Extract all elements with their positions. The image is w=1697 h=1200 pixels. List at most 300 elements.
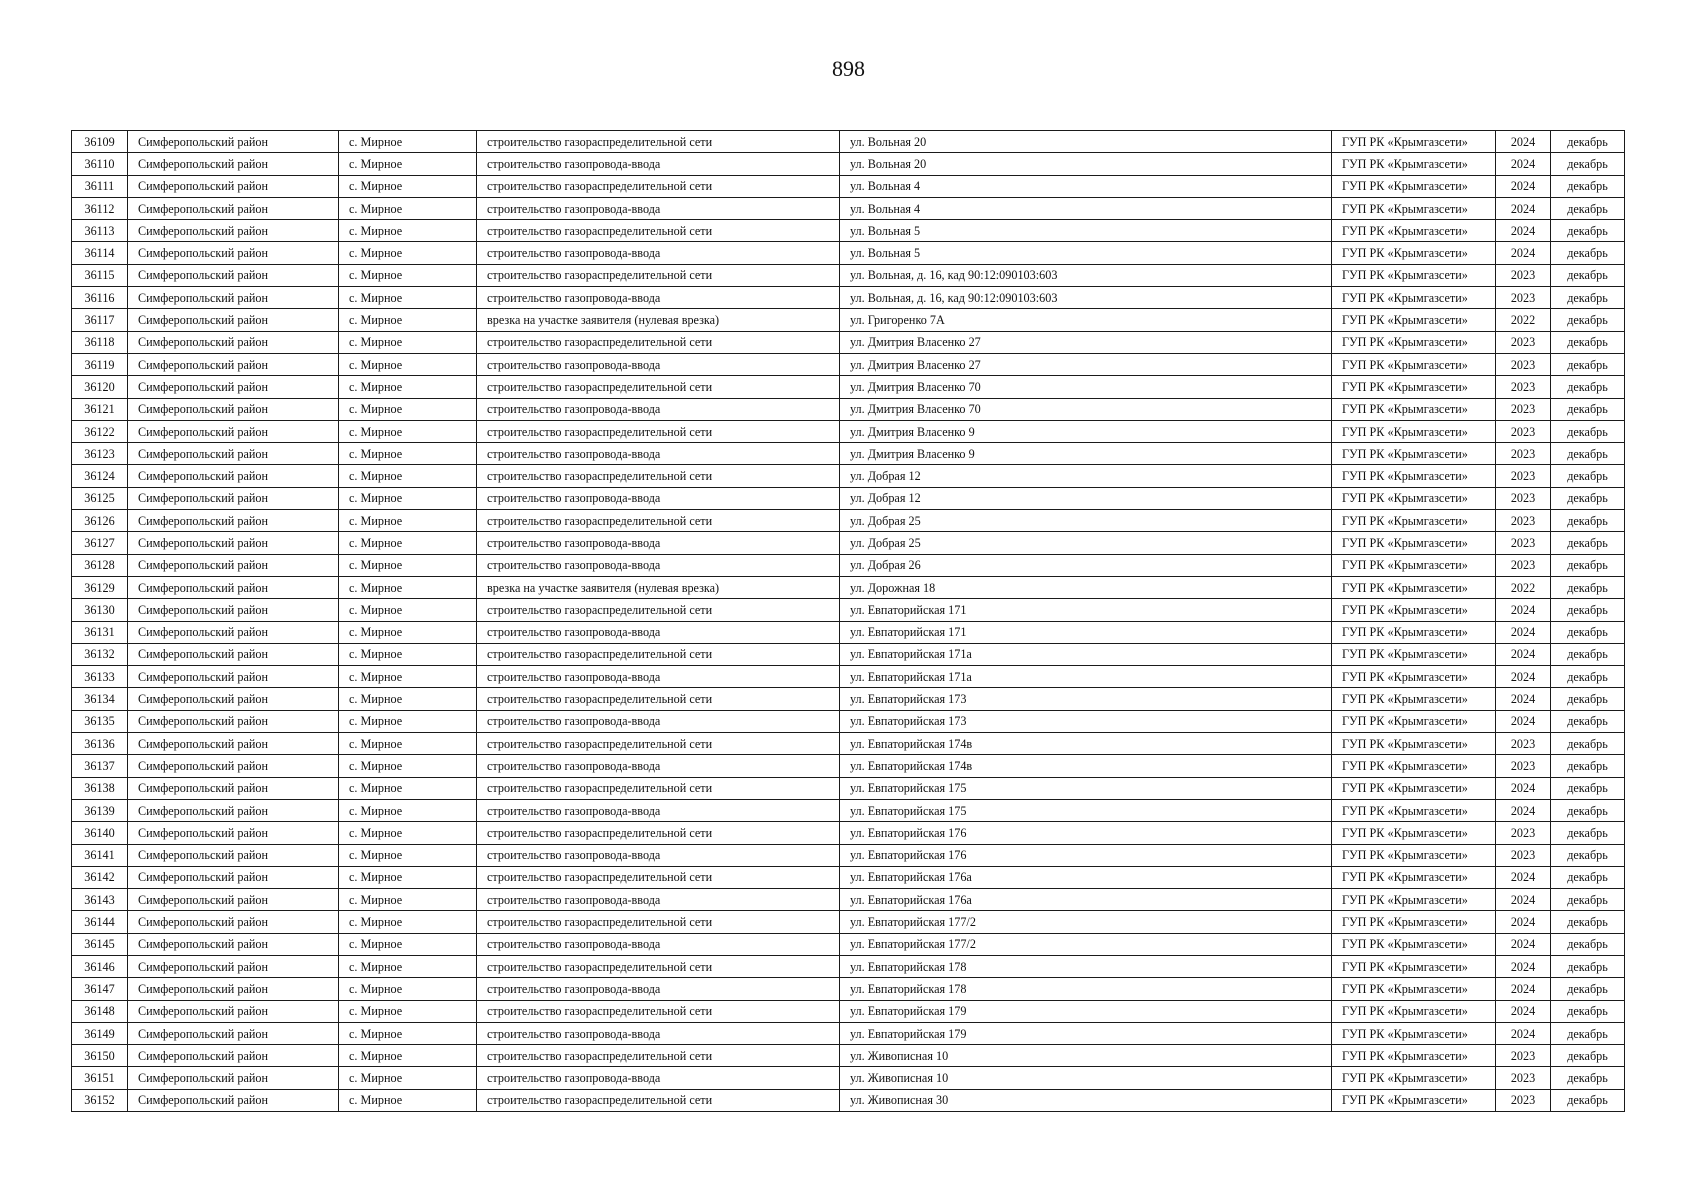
settlement-cell: с. Мирное (339, 666, 477, 688)
organization-cell: ГУП РК «Крымгазсети» (1332, 955, 1496, 977)
table-body (72, 131, 1625, 1112)
address-cell: ул. Григоренко 7А (840, 309, 1332, 331)
month-cell: декабрь (1551, 510, 1625, 532)
work-type-cell: строительство газопровода-ввода (477, 844, 840, 866)
work-type-cell: строительство газопровода-ввода (477, 1067, 840, 1089)
settlement-cell: с. Мирное (339, 688, 477, 710)
address-cell: ул. Вольная, д. 16, кад 90:12:090103:603 (840, 264, 1332, 286)
settlement-cell: с. Мирное (339, 1022, 477, 1044)
address-cell: ул. Дмитрия Власенко 70 (840, 376, 1332, 398)
address-cell: ул. Вольная 4 (840, 197, 1332, 219)
organization-cell: ГУП РК «Крымгазсети» (1332, 1045, 1496, 1067)
row-number-cell: 36112 (72, 197, 128, 219)
settlement-cell: с. Мирное (339, 866, 477, 888)
settlement-cell: с. Мирное (339, 309, 477, 331)
year-cell: 2024 (1496, 799, 1551, 821)
settlement-cell: с. Мирное (339, 331, 477, 353)
settlement-cell: с. Мирное (339, 220, 477, 242)
month-cell: декабрь (1551, 866, 1625, 888)
organization-cell: ГУП РК «Крымгазсети» (1332, 866, 1496, 888)
settlement-cell: с. Мирное (339, 1089, 477, 1111)
organization-cell: ГУП РК «Крымгазсети» (1332, 554, 1496, 576)
year-cell: 2024 (1496, 175, 1551, 197)
year-cell: 2024 (1496, 933, 1551, 955)
month-cell: декабрь (1551, 242, 1625, 264)
month-cell: декабрь (1551, 666, 1625, 688)
year-cell: 2024 (1496, 242, 1551, 264)
settlement-cell: с. Мирное (339, 799, 477, 821)
organization-cell: ГУП РК «Крымгазсети» (1332, 733, 1496, 755)
work-type-cell: врезка на участке заявителя (нулевая врезка) (477, 309, 840, 331)
row-number-cell: 36124 (72, 465, 128, 487)
month-cell: декабрь (1551, 131, 1625, 153)
address-cell: ул. Евпаторийская 171а (840, 643, 1332, 665)
address-cell: ул. Добрая 25 (840, 532, 1332, 554)
settlement-cell: с. Мирное (339, 1000, 477, 1022)
table-row (72, 554, 1625, 576)
row-number-cell: 36137 (72, 755, 128, 777)
row-number-cell: 36143 (72, 889, 128, 911)
district-cell: Симферопольский район (128, 710, 339, 732)
month-cell: декабрь (1551, 889, 1625, 911)
district-cell: Симферопольский район (128, 866, 339, 888)
district-cell: Симферопольский район (128, 621, 339, 643)
organization-cell: ГУП РК «Крымгазсети» (1332, 710, 1496, 732)
organization-cell: ГУП РК «Крымгазсети» (1332, 599, 1496, 621)
work-type-cell: строительство газопровода-ввода (477, 242, 840, 264)
organization-cell: ГУП РК «Крымгазсети» (1332, 398, 1496, 420)
year-cell: 2023 (1496, 465, 1551, 487)
work-type-cell: строительство газопровода-ввода (477, 978, 840, 1000)
table-row (72, 242, 1625, 264)
work-type-cell: строительство газораспределительной сети (477, 465, 840, 487)
settlement-cell: с. Мирное (339, 822, 477, 844)
year-cell: 2024 (1496, 777, 1551, 799)
work-type-cell: строительство газораспределительной сети (477, 733, 840, 755)
year-cell: 2023 (1496, 733, 1551, 755)
row-number-cell: 36146 (72, 955, 128, 977)
row-number-cell: 36118 (72, 331, 128, 353)
district-cell: Симферопольский район (128, 420, 339, 442)
district-cell: Симферопольский район (128, 331, 339, 353)
settlement-cell: с. Мирное (339, 287, 477, 309)
month-cell: декабрь (1551, 287, 1625, 309)
district-cell: Симферопольский район (128, 353, 339, 375)
month-cell: декабрь (1551, 688, 1625, 710)
organization-cell: ГУП РК «Крымгазсети» (1332, 331, 1496, 353)
organization-cell: ГУП РК «Крымгазсети» (1332, 242, 1496, 264)
row-number-cell: 36116 (72, 287, 128, 309)
work-type-cell: строительство газопровода-ввода (477, 1022, 840, 1044)
district-cell: Симферопольский район (128, 822, 339, 844)
table-row (72, 131, 1625, 153)
district-cell: Симферопольский район (128, 777, 339, 799)
settlement-cell: с. Мирное (339, 487, 477, 509)
month-cell: декабрь (1551, 733, 1625, 755)
settlement-cell: с. Мирное (339, 755, 477, 777)
address-cell: ул. Евпаторийская 174в (840, 755, 1332, 777)
work-type-cell: строительство газораспределительной сети (477, 688, 840, 710)
district-cell: Симферопольский район (128, 197, 339, 219)
month-cell: декабрь (1551, 643, 1625, 665)
month-cell: декабрь (1551, 955, 1625, 977)
district-cell: Симферопольский район (128, 175, 339, 197)
row-number-cell: 36139 (72, 799, 128, 821)
organization-cell: ГУП РК «Крымгазсети» (1332, 175, 1496, 197)
district-cell: Симферопольский район (128, 955, 339, 977)
table-row (72, 866, 1625, 888)
month-cell: декабрь (1551, 420, 1625, 442)
table-row (72, 777, 1625, 799)
organization-cell: ГУП РК «Крымгазсети» (1332, 621, 1496, 643)
organization-cell: ГУП РК «Крымгазсети» (1332, 1067, 1496, 1089)
district-cell: Симферопольский район (128, 1022, 339, 1044)
row-number-cell: 36119 (72, 353, 128, 375)
work-type-cell: строительство газораспределительной сети (477, 1000, 840, 1022)
organization-cell: ГУП РК «Крымгазсети» (1332, 1089, 1496, 1111)
table-row (72, 688, 1625, 710)
settlement-cell: с. Мирное (339, 844, 477, 866)
year-cell: 2024 (1496, 643, 1551, 665)
year-cell: 2023 (1496, 420, 1551, 442)
table-row (72, 420, 1625, 442)
address-cell: ул. Евпаторийская 176 (840, 844, 1332, 866)
district-cell: Симферопольский район (128, 844, 339, 866)
district-cell: Симферопольский район (128, 532, 339, 554)
table-row (72, 264, 1625, 286)
month-cell: декабрь (1551, 911, 1625, 933)
organization-cell: ГУП РК «Крымгазсети» (1332, 666, 1496, 688)
work-type-cell: строительство газопровода-ввода (477, 287, 840, 309)
work-type-cell: строительство газораспределительной сети (477, 264, 840, 286)
year-cell: 2024 (1496, 688, 1551, 710)
district-cell: Симферопольский район (128, 911, 339, 933)
row-number-cell: 36127 (72, 532, 128, 554)
settlement-cell: с. Мирное (339, 955, 477, 977)
row-number-cell: 36130 (72, 599, 128, 621)
year-cell: 2023 (1496, 755, 1551, 777)
work-type-cell: строительство газораспределительной сети (477, 643, 840, 665)
page-number: 898 (832, 56, 865, 81)
work-type-cell: строительство газораспределительной сети (477, 1089, 840, 1111)
address-cell: ул. Дмитрия Власенко 9 (840, 443, 1332, 465)
work-type-cell: строительство газопровода-ввода (477, 710, 840, 732)
district-cell: Симферопольский район (128, 643, 339, 665)
work-type-cell: строительство газораспределительной сети (477, 420, 840, 442)
month-cell: декабрь (1551, 844, 1625, 866)
year-cell: 2024 (1496, 955, 1551, 977)
address-cell: ул. Дмитрия Власенко 27 (840, 331, 1332, 353)
work-type-cell: строительство газораспределительной сети (477, 376, 840, 398)
address-cell: ул. Евпаторийская 176а (840, 866, 1332, 888)
table-row (72, 799, 1625, 821)
address-cell: ул. Евпаторийская 178 (840, 978, 1332, 1000)
address-cell: ул. Дмитрия Власенко 27 (840, 353, 1332, 375)
gasification-register-table (71, 130, 1625, 1112)
settlement-cell: с. Мирное (339, 733, 477, 755)
table-row (72, 510, 1625, 532)
month-cell: декабрь (1551, 554, 1625, 576)
month-cell: декабрь (1551, 1045, 1625, 1067)
work-type-cell: строительство газопровода-ввода (477, 666, 840, 688)
year-cell: 2024 (1496, 621, 1551, 643)
year-cell: 2023 (1496, 264, 1551, 286)
organization-cell: ГУП РК «Крымгазсети» (1332, 487, 1496, 509)
table-row (72, 755, 1625, 777)
row-number-cell: 36138 (72, 777, 128, 799)
row-number-cell: 36131 (72, 621, 128, 643)
table-row (72, 353, 1625, 375)
row-number-cell: 36117 (72, 309, 128, 331)
month-cell: декабрь (1551, 264, 1625, 286)
settlement-cell: с. Мирное (339, 777, 477, 799)
work-type-cell: строительство газораспределительной сети (477, 220, 840, 242)
work-type-cell: строительство газораспределительной сети (477, 866, 840, 888)
month-cell: декабрь (1551, 532, 1625, 554)
address-cell: ул. Евпаторийская 173 (840, 710, 1332, 732)
settlement-cell: с. Мирное (339, 175, 477, 197)
organization-cell: ГУП РК «Крымгазсети» (1332, 220, 1496, 242)
address-cell: ул. Евпаторийская 175 (840, 799, 1332, 821)
district-cell: Симферопольский район (128, 376, 339, 398)
organization-cell: ГУП РК «Крымгазсети» (1332, 576, 1496, 598)
year-cell: 2024 (1496, 710, 1551, 732)
work-type-cell: строительство газопровода-ввода (477, 799, 840, 821)
row-number-cell: 36113 (72, 220, 128, 242)
table-row (72, 666, 1625, 688)
month-cell: декабрь (1551, 376, 1625, 398)
table-row (72, 733, 1625, 755)
table-row (72, 599, 1625, 621)
work-type-cell: строительство газопровода-ввода (477, 153, 840, 175)
address-cell: ул. Дмитрия Власенко 70 (840, 398, 1332, 420)
table-row (72, 1089, 1625, 1111)
district-cell: Симферопольский район (128, 1089, 339, 1111)
organization-cell: ГУП РК «Крымгазсети» (1332, 933, 1496, 955)
work-type-cell: строительство газопровода-ввода (477, 398, 840, 420)
year-cell: 2023 (1496, 532, 1551, 554)
row-number-cell: 36133 (72, 666, 128, 688)
address-cell: ул. Евпаторийская 176а (840, 889, 1332, 911)
year-cell: 2023 (1496, 376, 1551, 398)
work-type-cell: строительство газопровода-ввода (477, 197, 840, 219)
work-type-cell: строительство газораспределительной сети (477, 777, 840, 799)
work-type-cell: строительство газораспределительной сети (477, 1045, 840, 1067)
row-number-cell: 36147 (72, 978, 128, 1000)
row-number-cell: 36111 (72, 175, 128, 197)
address-cell: ул. Евпаторийская 174в (840, 733, 1332, 755)
district-cell: Симферопольский район (128, 1045, 339, 1067)
settlement-cell: с. Мирное (339, 576, 477, 598)
month-cell: декабрь (1551, 487, 1625, 509)
work-type-cell: строительство газопровода-ввода (477, 532, 840, 554)
year-cell: 2022 (1496, 309, 1551, 331)
month-cell: декабрь (1551, 1067, 1625, 1089)
district-cell: Симферопольский район (128, 978, 339, 1000)
row-number-cell: 36140 (72, 822, 128, 844)
year-cell: 2024 (1496, 599, 1551, 621)
year-cell: 2023 (1496, 822, 1551, 844)
table-row (72, 889, 1625, 911)
work-type-cell: врезка на участке заявителя (нулевая врезка) (477, 576, 840, 598)
address-cell: ул. Евпаторийская 178 (840, 955, 1332, 977)
month-cell: декабрь (1551, 309, 1625, 331)
organization-cell: ГУП РК «Крымгазсети» (1332, 889, 1496, 911)
month-cell: декабрь (1551, 197, 1625, 219)
address-cell: ул. Евпаторийская 177/2 (840, 911, 1332, 933)
row-number-cell: 36136 (72, 733, 128, 755)
table-row (72, 1067, 1625, 1089)
settlement-cell: с. Мирное (339, 532, 477, 554)
work-type-cell: строительство газопровода-ввода (477, 755, 840, 777)
row-number-cell: 36125 (72, 487, 128, 509)
organization-cell: ГУП РК «Крымгазсети» (1332, 1000, 1496, 1022)
year-cell: 2024 (1496, 1000, 1551, 1022)
table-row (72, 643, 1625, 665)
district-cell: Симферопольский район (128, 398, 339, 420)
table-row (72, 621, 1625, 643)
row-number-cell: 36126 (72, 510, 128, 532)
work-type-cell: строительство газопровода-ввода (477, 933, 840, 955)
row-number-cell: 36148 (72, 1000, 128, 1022)
district-cell: Симферопольский район (128, 264, 339, 286)
year-cell: 2023 (1496, 1045, 1551, 1067)
address-cell: ул. Евпаторийская 179 (840, 1000, 1332, 1022)
settlement-cell: с. Мирное (339, 153, 477, 175)
organization-cell: ГУП РК «Крымгазсети» (1332, 510, 1496, 532)
address-cell: ул. Евпаторийская 179 (840, 1022, 1332, 1044)
district-cell: Симферопольский район (128, 131, 339, 153)
organization-cell: ГУП РК «Крымгазсети» (1332, 822, 1496, 844)
work-type-cell: строительство газораспределительной сети (477, 131, 840, 153)
year-cell: 2023 (1496, 510, 1551, 532)
table-row (72, 376, 1625, 398)
table-row (72, 955, 1625, 977)
address-cell: ул. Живописная 10 (840, 1045, 1332, 1067)
row-number-cell: 36145 (72, 933, 128, 955)
settlement-cell: с. Мирное (339, 242, 477, 264)
district-cell: Симферопольский район (128, 1000, 339, 1022)
settlement-cell: с. Мирное (339, 599, 477, 621)
work-type-cell: строительство газораспределительной сети (477, 911, 840, 933)
address-cell: ул. Евпаторийская 176 (840, 822, 1332, 844)
table-row (72, 710, 1625, 732)
settlement-cell: с. Мирное (339, 710, 477, 732)
address-cell: ул. Евпаторийская 177/2 (840, 933, 1332, 955)
address-cell: ул. Живописная 10 (840, 1067, 1332, 1089)
month-cell: декабрь (1551, 398, 1625, 420)
work-type-cell: строительство газопровода-ввода (477, 487, 840, 509)
work-type-cell: строительство газораспределительной сети (477, 510, 840, 532)
organization-cell: ГУП РК «Крымгазсети» (1332, 911, 1496, 933)
row-number-cell: 36123 (72, 443, 128, 465)
year-cell: 2024 (1496, 978, 1551, 1000)
year-cell: 2022 (1496, 576, 1551, 598)
settlement-cell: с. Мирное (339, 978, 477, 1000)
address-cell: ул. Вольная 5 (840, 242, 1332, 264)
row-number-cell: 36141 (72, 844, 128, 866)
table-row (72, 465, 1625, 487)
year-cell: 2023 (1496, 1067, 1551, 1089)
year-cell: 2023 (1496, 554, 1551, 576)
district-cell: Симферопольский район (128, 889, 339, 911)
work-type-cell: строительство газопровода-ввода (477, 554, 840, 576)
table-row (72, 933, 1625, 955)
address-cell: ул. Дорожная 18 (840, 576, 1332, 598)
month-cell: декабрь (1551, 599, 1625, 621)
row-number-cell: 36152 (72, 1089, 128, 1111)
district-cell: Симферопольский район (128, 487, 339, 509)
district-cell: Симферопольский район (128, 733, 339, 755)
address-cell: ул. Добрая 26 (840, 554, 1332, 576)
settlement-cell: с. Мирное (339, 510, 477, 532)
address-cell: ул. Добрая 12 (840, 465, 1332, 487)
month-cell: декабрь (1551, 1022, 1625, 1044)
month-cell: декабрь (1551, 1000, 1625, 1022)
year-cell: 2024 (1496, 220, 1551, 242)
row-number-cell: 36135 (72, 710, 128, 732)
year-cell: 2023 (1496, 353, 1551, 375)
table-row (72, 220, 1625, 242)
district-cell: Симферопольский район (128, 510, 339, 532)
address-cell: ул. Дмитрия Власенко 9 (840, 420, 1332, 442)
district-cell: Симферопольский район (128, 242, 339, 264)
organization-cell: ГУП РК «Крымгазсети» (1332, 287, 1496, 309)
month-cell: декабрь (1551, 353, 1625, 375)
month-cell: декабрь (1551, 576, 1625, 598)
settlement-cell: с. Мирное (339, 420, 477, 442)
settlement-cell: с. Мирное (339, 643, 477, 665)
row-number-cell: 36128 (72, 554, 128, 576)
year-cell: 2023 (1496, 287, 1551, 309)
table-row (72, 978, 1625, 1000)
organization-cell: ГУП РК «Крымгазсети» (1332, 197, 1496, 219)
work-type-cell: строительство газораспределительной сети (477, 599, 840, 621)
year-cell: 2023 (1496, 1089, 1551, 1111)
organization-cell: ГУП РК «Крымгазсети» (1332, 131, 1496, 153)
address-cell: ул. Евпаторийская 175 (840, 777, 1332, 799)
year-cell: 2024 (1496, 866, 1551, 888)
organization-cell: ГУП РК «Крымгазсети» (1332, 309, 1496, 331)
organization-cell: ГУП РК «Крымгазсети» (1332, 443, 1496, 465)
month-cell: декабрь (1551, 822, 1625, 844)
organization-cell: ГУП РК «Крымгазсети» (1332, 153, 1496, 175)
organization-cell: ГУП РК «Крымгазсети» (1332, 420, 1496, 442)
year-cell: 2024 (1496, 666, 1551, 688)
month-cell: декабрь (1551, 933, 1625, 955)
address-cell: ул. Вольная, д. 16, кад 90:12:090103:603 (840, 287, 1332, 309)
row-number-cell: 36134 (72, 688, 128, 710)
organization-cell: ГУП РК «Крымгазсети» (1332, 376, 1496, 398)
settlement-cell: с. Мирное (339, 197, 477, 219)
table-row (72, 532, 1625, 554)
year-cell: 2023 (1496, 331, 1551, 353)
settlement-cell: с. Мирное (339, 1067, 477, 1089)
year-cell: 2024 (1496, 131, 1551, 153)
district-cell: Симферопольский район (128, 465, 339, 487)
work-type-cell: строительство газопровода-ввода (477, 889, 840, 911)
address-cell: ул. Добрая 12 (840, 487, 1332, 509)
settlement-cell: с. Мирное (339, 376, 477, 398)
row-number-cell: 36129 (72, 576, 128, 598)
settlement-cell: с. Мирное (339, 443, 477, 465)
table-row (72, 309, 1625, 331)
table-row (72, 576, 1625, 598)
year-cell: 2023 (1496, 487, 1551, 509)
month-cell: декабрь (1551, 443, 1625, 465)
month-cell: декабрь (1551, 220, 1625, 242)
row-number-cell: 36120 (72, 376, 128, 398)
